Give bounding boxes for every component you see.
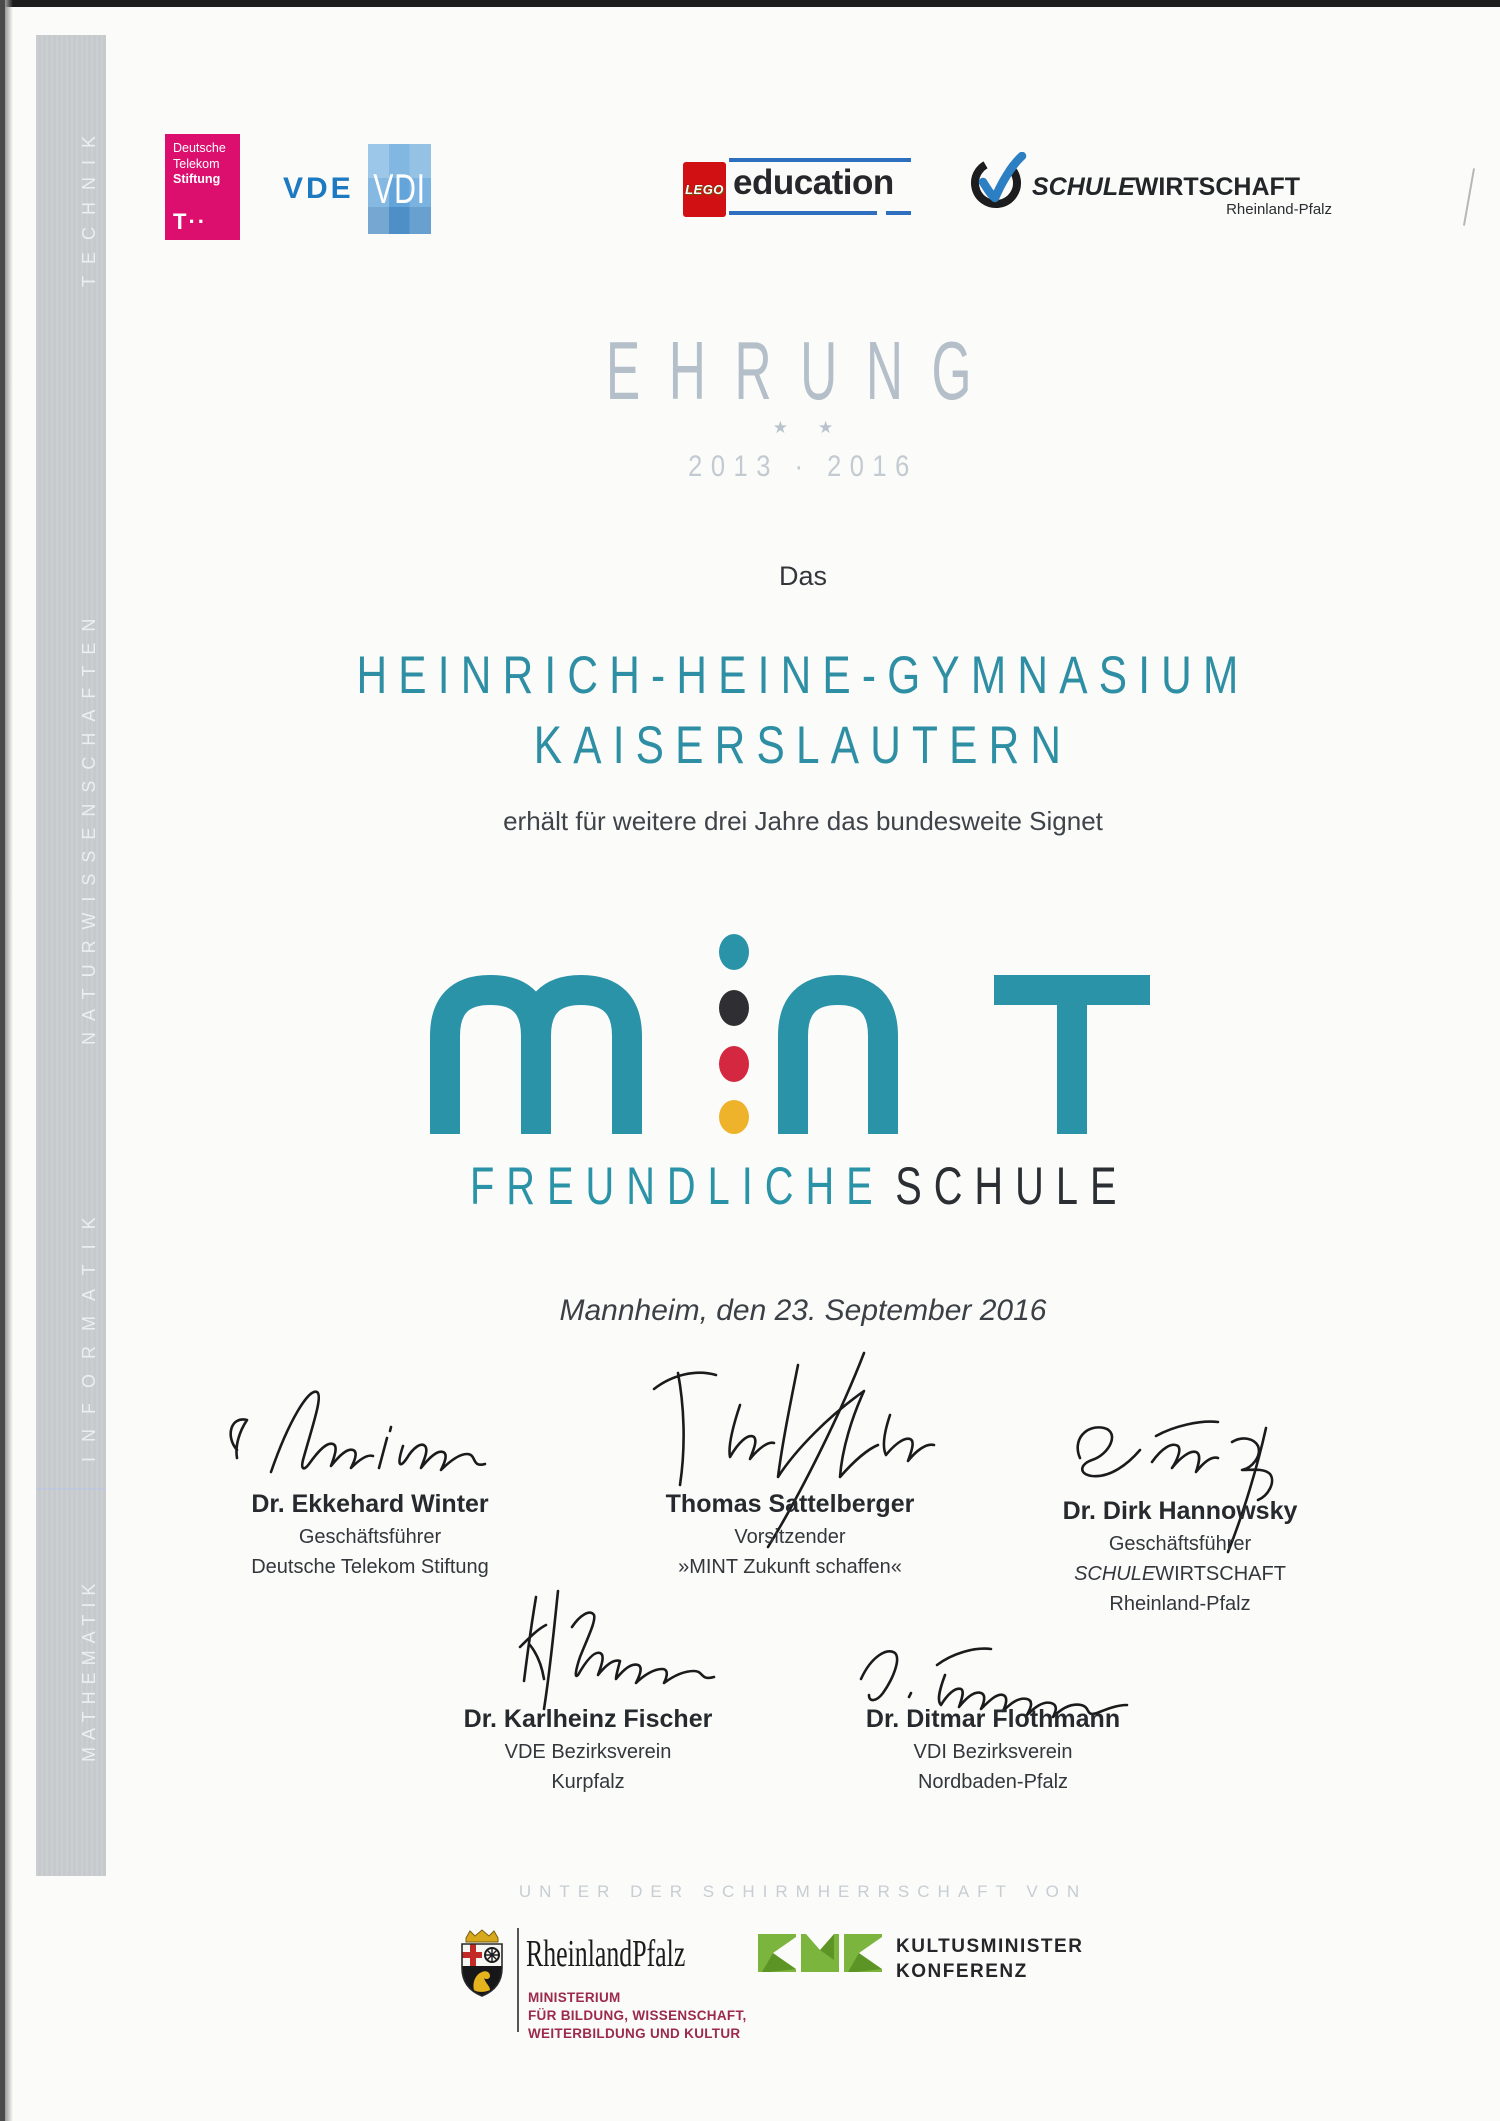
sidebar-word-informatik: INFORMATIK [79,1202,99,1462]
caption-freundliche: FREUNDLICHE [470,1157,885,1216]
honor-years: 2013 · 2016 [688,450,918,483]
school-name-line2: KAISERSLAUTERN [533,716,1073,775]
signatory-name: Dr. Dirk Hannowsky [1062,1497,1298,1525]
honor-stars [106,418,1500,438]
signatory-hannowsky [1030,1497,1330,1616]
school-name-line1: HEINRICH-HEINE-GYMNASIUM [356,646,1250,705]
date-line: Mannheim, den 23. September 2016 [559,1294,1047,1327]
kmk-line2: KONFERENZ [896,1961,1028,1982]
scan-edge-left-shadow [5,0,13,2121]
mint-logo-caption [470,1156,1128,1217]
star-icon: ★ [772,418,818,437]
telekom-t-icon: T·· [173,209,208,234]
kmk-line1: KULTUSMINISTER [896,1936,1084,1957]
signatory-name: Dr. Ditmar Flothmann [865,1705,1121,1733]
schulewirtschaft-logo-text [1032,173,1300,202]
signatory-org2: Rheinland-Pfalz [1109,1593,1251,1615]
signatory-org: Nordbaden-Pfalz [917,1771,1069,1793]
signatory-name: Dr. Karlheinz Fischer [463,1705,713,1733]
telekom-stiftung-logo [165,134,240,240]
signatory-fischer [438,1705,738,1794]
rlp-divider [517,1928,519,2032]
signatory-org [1030,1562,1330,1586]
signature-winter [215,1372,525,1497]
signatory-winter [220,1490,520,1579]
schulewirtschaft-wirtschaft: WIRTSCHAFT [1134,173,1301,201]
vde-logo: VDE [283,172,354,205]
org-wirtschaft: WIRTSCHAFT [1155,1563,1286,1585]
award-subtitle: erhält für weitere drei Jahre das bundesweite Signet [503,806,1103,836]
signatory-role: Geschäftsführer [298,1526,442,1548]
signatory-role: Geschäftsführer [1108,1533,1252,1555]
education-rule-bottom-dash [886,211,911,215]
signatory-flothmann [843,1705,1143,1794]
lego-education-text: education [733,163,894,202]
signatory-name: Dr. Ekkehard Winter [251,1490,489,1518]
schulewirtschaft-schule: SCHULE [1032,173,1135,201]
award-intro: Das [778,561,827,591]
caption-schule: SCHULE [895,1157,1129,1216]
telekom-line2: Telekom [173,156,220,171]
signatory-role: Vorsitzender [734,1526,846,1548]
lego-logo-text: LEGO [685,182,724,197]
sidebar-word-technik: TECHNIK [79,123,99,287]
lego-logo [683,162,726,217]
signature-fischer [480,1585,780,1715]
star-icon: ★ [818,418,864,437]
mint-logo [430,934,1150,1134]
telekom-line3: Stiftung [173,172,221,186]
rlp-ministry-lines [528,1989,747,2043]
honor-title: EHRUNG [605,324,1001,417]
signatory-org: Deutsche Telekom Stiftung [251,1556,489,1578]
scan-pen-mark [1463,168,1475,225]
org-schule-italic: SCHULE [1074,1563,1156,1585]
rlp-ministry-line3: WEITERBILDUNG UND KULTUR [528,2026,741,2041]
rlp-ministry-line2: FÜR BILDUNG, WISSENSCHAFT, [528,2008,747,2023]
signatory-role: VDE Bezirksverein [504,1741,672,1763]
schulewirtschaft-check-icon [968,152,1028,210]
sidebar-word-mathematik: MATHEMATIK [79,1576,99,1762]
signatory-org: »MINT Zukunft schaffen« [678,1556,902,1578]
signatory-name: Thomas Sattelberger [665,1490,915,1518]
vdi-logo-text: VDI [373,165,426,212]
signatory-role: VDI Bezirksverein [913,1741,1073,1763]
education-rule-top [729,158,911,162]
rlp-ministry-line1: MINISTERIUM [528,1990,621,2005]
scan-line-artifact [36,1488,106,1490]
patronage-heading: UNTER DER SCHIRMHERRSCHAFT VON [518,1882,1088,1901]
scan-edge-top [0,0,1500,7]
kmk-logo-text [896,1934,1083,1984]
telekom-line1: Deutsche [173,141,226,155]
education-rule-bottom [729,211,877,215]
vdi-logo [368,144,431,234]
rlp-coat-of-arms [456,1928,508,1998]
schulewirtschaft-region: Rheinland-Pfalz [1226,201,1332,218]
rlp-wordmark: RheinlandPfalz [526,1933,686,1975]
kmk-logo-icon [758,1934,882,1974]
signatory-org: Kurpfalz [551,1771,625,1793]
signatory-sattelberger [640,1490,940,1579]
sidebar-word-naturwissenschaften: NATURWISSENSCHAFTEN [79,607,99,1045]
